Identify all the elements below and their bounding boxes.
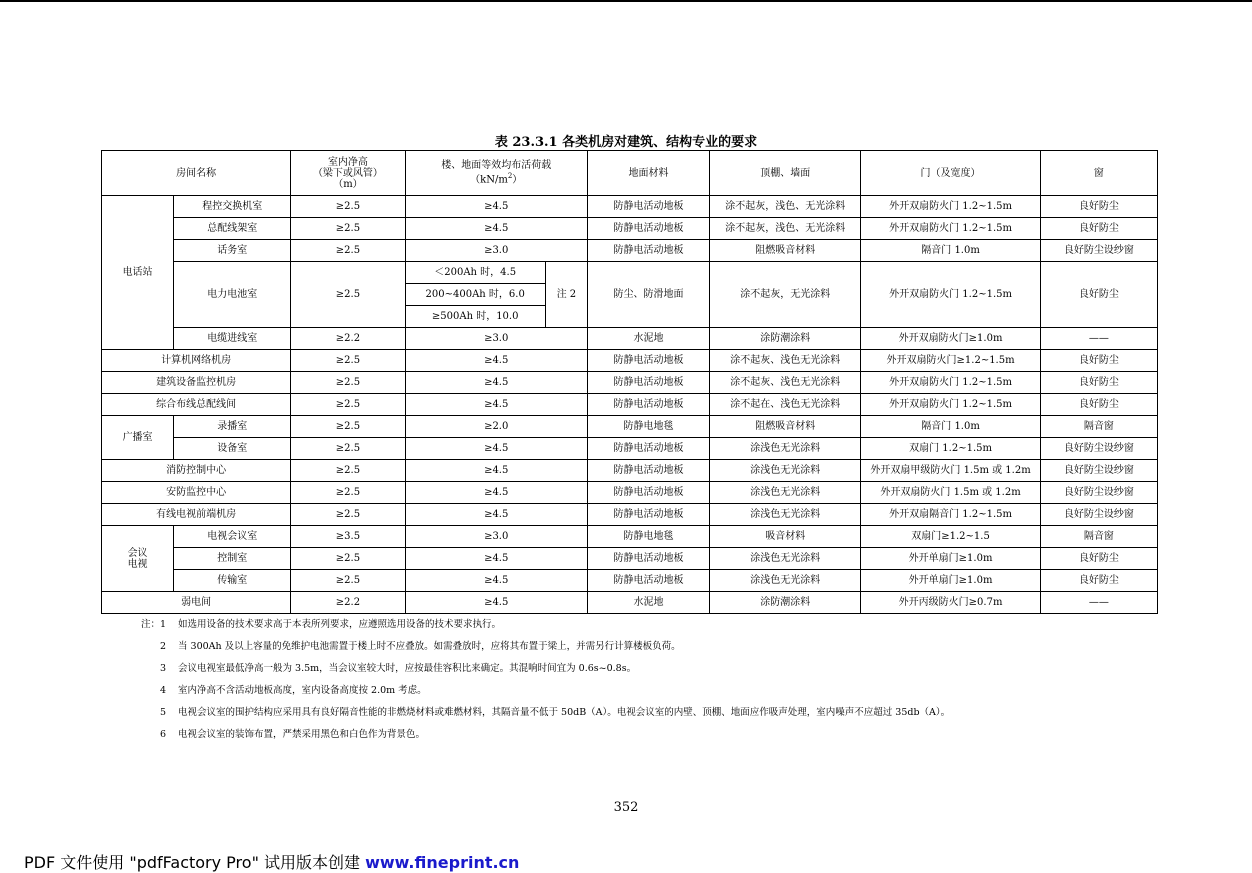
top-border — [0, 0, 1252, 2]
table-row: 总配线架室 ≥2.5 ≥4.5 防静电活动地板 涂不起灰，浅色、无光涂料 外开双扇防火门 1.2~1.5m 良好防尘 — [102, 218, 1158, 240]
table-row: 弱电间 ≥2.2 ≥4.5 水泥地 涂防潮涂料 外开丙级防火门≥0.7m —— — [102, 592, 1158, 614]
note-ref: 注 2 — [545, 262, 587, 328]
header-load: 楼、地面等效均布活荷载 $(kN/m^2)$ — [405, 151, 587, 196]
header-window: 窗 — [1040, 151, 1157, 196]
table-row: 广播室 录播室 ≥2.5 ≥2.0 防静电地毯 阻燃吸音材料 隔音门 1.0m 隔音窗 — [102, 416, 1158, 438]
note-item: 4 室内净高不含活动地板高度，室内设备高度按 2.0m 考虑。 — [159, 685, 427, 696]
table-row: 安防监控中心 ≥2.5 ≥4.5 防静电活动地板 涂浅色无光涂料 外开双扇防火门 1.5m 或 1.2m 良好防尘设纱窗 — [102, 482, 1158, 504]
header-row — [102, 151, 1158, 196]
group-broadcast: 广播室 — [102, 416, 174, 460]
requirements-table — [101, 150, 1158, 614]
header-ceiling: 顶棚、墙面 — [710, 151, 861, 196]
table-row: 综合布线总配线间 ≥2.5 ≥4.5 防静电活动地板 涂不起在、浅色无光涂料 外开双扇防火门 1.2~1.5m 良好防尘 — [102, 394, 1158, 416]
table-row: 电力电池室 ≥2.5 ＜200Ah 时，4.5 注 2 防尘、防滑地面 涂不起灰，无光涂料 外开双扇防火门 1.2~1.5m 良好防尘 — [102, 262, 1158, 284]
note-item: 3 会议电视室最低净高一般为 3.5m，当会议室较大时，应按最佳容积比来确定。其混响时间宜为 0.6s~0.8s。 — [159, 663, 637, 674]
header-height: 室内净高 （梁下或风管） （m） — [291, 151, 405, 196]
note-item: 2 当 300Ah 及以上容量的免维护电池需置于楼上时不应叠放。如需叠放时，应将其布置于梁上，并需另行计算楼板负荷。 — [159, 641, 681, 652]
header-door: 门（及宽度） — [861, 151, 1040, 196]
note-item: 5 电视会议室的围护结构应采用具有良好隔音性能的非燃烧材料或难燃材料，其隔音量不低于 50dB（A）。电视会议室的内壁、顶棚、地面应作吸声处理，室内噪声不应超过 35db（A）。 — [159, 707, 951, 718]
table-row: 建筑设备监控机房 ≥2.5 ≥4.5 防静电活动地板 涂不起灰、浅色无光涂料 外开双扇防火门 1.2~1.5m 良好防尘 — [102, 372, 1158, 394]
table-row: 200~400Ah 时，6.0 — [102, 284, 1158, 306]
table-row: 会议 电视 电视会议室 ≥3.5 ≥3.0 防静电地毯 吸音材料 双扇门≥1.2~1.5 隔音窗 — [102, 526, 1158, 548]
table-row: 电话站 程控交换机室 ≥2.5 ≥4.5 防静电活动地板 涂不起灰，浅色、无光涂料 外开双扇防火门 1.2~1.5m 良好防尘 — [102, 196, 1158, 218]
table-row: 设备室 ≥2.5 ≥4.5 防静电活动地板 涂浅色无光涂料 双扇门 1.2~1.5m 良好防尘设纱窗 — [102, 438, 1158, 460]
table-row: 话务室 ≥2.5 ≥3.0 防静电活动地板 阻燃吸音材料 隔音门 1.0m 良好防尘设纱窗 — [102, 240, 1158, 262]
table-row: 传输室 ≥2.5 ≥4.5 防静电活动地板 涂浅色无光涂料 外开单扇门≥1.0m 良好防尘 — [102, 570, 1158, 592]
note-item: 6 电视会议室的装饰布置，严禁采用黑色和白色作为背景色。 — [159, 729, 426, 740]
table-row: ≥500Ah 时，10.0 — [102, 306, 1158, 328]
pdf-watermark: PDF 文件使用 "pdfFactory Pro" 试用版本创建 www.fineprint.cn — [24, 853, 520, 872]
table-row: 电缆进线室 ≥2.2 ≥3.0 水泥地 涂防潮涂料 外开双扇防火门≥1.0m —— — [102, 328, 1158, 350]
notes — [138, 614, 950, 746]
note-item: 注：1 如选用设备的技术要求高于本表所列要求，应遵照选用设备的技术要求执行。 — [140, 619, 502, 630]
table-row: 计算机网络机房 ≥2.5 ≥4.5 防静电活动地板 涂不起灰、浅色无光涂料 外开双扇防火门≥1.2~1.5m 良好防尘 — [102, 350, 1158, 372]
table-row: 有线电视前端机房 ≥2.5 ≥4.5 防静电活动地板 涂浅色无光涂料 外开双扇隔音门 1.2~1.5m 良好防尘设纱窗 — [102, 504, 1158, 526]
header-floor: 地面材料 — [587, 151, 709, 196]
table-row: 控制室 ≥2.5 ≥4.5 防静电活动地板 涂浅色无光涂料 外开单扇门≥1.0m 良好防尘 — [102, 548, 1158, 570]
table-row: 消防控制中心 ≥2.5 ≥4.5 防静电活动地板 涂浅色无光涂料 外开双扇甲级防火门 1.5m 或 1.2m 良好防尘设纱窗 — [102, 460, 1158, 482]
header-room-name: 房间名称 — [102, 151, 291, 196]
group-phone-station: 电话站 — [102, 196, 174, 350]
table-title: 表 23.3.1 各类机房对建筑、结构专业的要求 — [494, 135, 758, 150]
group-conference: 会议 电视 — [102, 526, 174, 592]
watermark-link[interactable]: www.fineprint.cn — [365, 853, 520, 872]
page-number: 352 — [613, 800, 639, 815]
